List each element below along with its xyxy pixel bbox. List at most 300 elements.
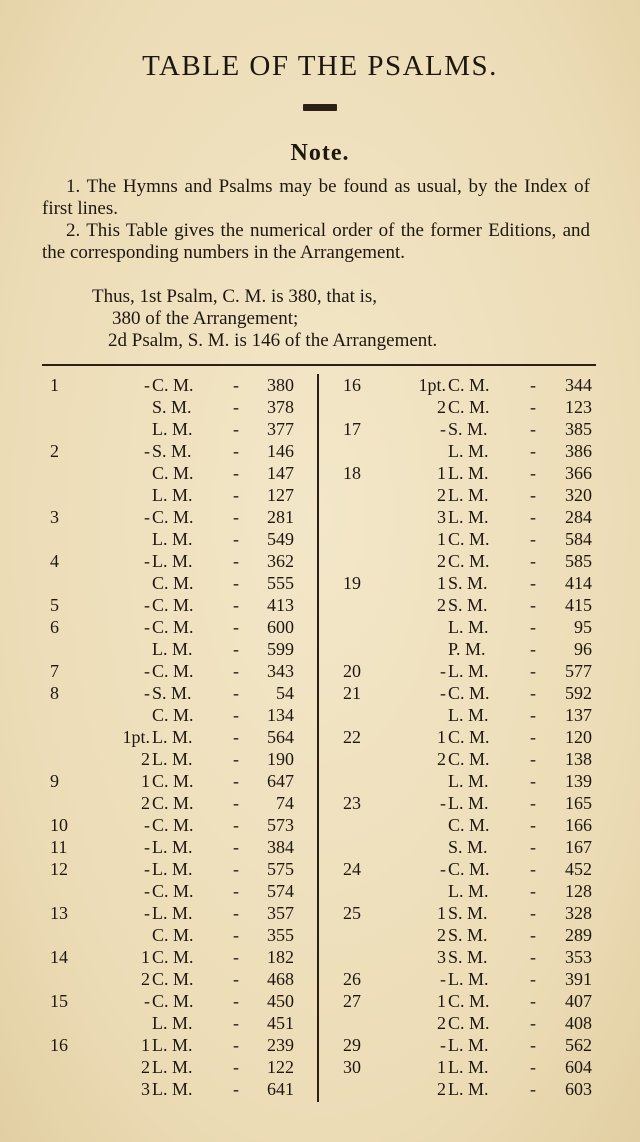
left-metre: C. M. [152,991,194,1011]
left-dash: - [233,947,239,967]
table-row [0,902,640,924]
left-metre: C. M. [152,881,194,901]
left-arrangement-number: 573 [267,815,294,835]
right-arrangement-number: 320 [565,485,592,505]
right-part: 1 [437,573,446,593]
left-metre: L. M. [152,551,193,571]
left-part: 2 [141,969,150,989]
table-row [0,704,640,726]
left-metre: C. M. [152,507,194,527]
table-row [0,374,640,396]
ornament-rule [303,104,337,111]
left-dash: - [233,925,239,945]
table-row [0,528,640,550]
left-arrangement-number: 74 [276,793,294,813]
left-dash: - [233,727,239,747]
right-arrangement-number: 344 [565,375,592,395]
left-arrangement-number: 134 [267,705,294,725]
left-dash: - [233,749,239,769]
left-metre: C. M. [152,463,194,483]
right-dash: - [530,1035,536,1055]
right-part: 1 [437,903,446,923]
left-psalm-number: 9 [50,771,59,791]
left-part: - [144,441,150,461]
right-metre: S. M. [448,947,488,967]
table-row [0,770,640,792]
right-metre: C. M. [448,991,490,1011]
left-metre: C. M. [152,661,194,681]
left-metre: C. M. [152,771,194,791]
left-dash: - [233,771,239,791]
left-metre: L. M. [152,1079,193,1099]
table-top-rule [42,364,596,366]
table-row [0,814,640,836]
left-metre: L. M. [152,1057,193,1077]
right-dash: - [530,1013,536,1033]
right-metre: L. M. [448,485,489,505]
right-psalm-number: 30 [343,1057,361,1077]
right-metre: C. M. [448,551,490,571]
right-part: 2 [437,551,446,571]
left-arrangement-number: 147 [267,463,294,483]
right-arrangement-number: 353 [565,947,592,967]
example-line-3: 2d Psalm, S. M. is 146 of the Arrangement. [108,330,438,351]
right-part: - [440,683,446,703]
left-part: 2 [141,793,150,813]
table-row [0,836,640,858]
table-row [0,484,640,506]
left-part: 1 [141,947,150,967]
left-metre: L. M. [152,1013,193,1033]
left-arrangement-number: 182 [267,947,294,967]
left-psalm-number: 15 [50,991,68,1011]
left-part: 1pt. [122,727,150,747]
right-dash: - [530,507,536,527]
left-part: 2 [141,1057,150,1077]
left-metre: L. M. [152,749,193,769]
left-arrangement-number: 599 [267,639,294,659]
right-metre: L. M. [448,661,489,681]
example-line-2: 380 of the Arrangement; [112,308,299,329]
table-row [0,726,640,748]
left-part: - [144,837,150,857]
right-arrangement-number: 166 [565,815,592,835]
right-psalm-number: 29 [343,1035,361,1055]
right-metre: L. M. [448,705,489,725]
left-metre: S. M. [152,441,192,461]
left-dash: - [233,1057,239,1077]
right-part: 3 [437,947,446,967]
right-dash: - [530,551,536,571]
right-dash: - [530,859,536,879]
table-row [0,858,640,880]
right-part: 2 [437,397,446,417]
table-row [0,418,640,440]
note-paragraph-2-number: 2. [66,220,81,241]
left-metre: C. M. [152,705,194,725]
left-arrangement-number: 355 [267,925,294,945]
left-psalm-number: 1 [50,375,59,395]
table-row [0,748,640,770]
right-arrangement-number: 366 [565,463,592,483]
right-metre: S. M. [448,903,488,923]
right-part: - [440,419,446,439]
table-row [0,968,640,990]
right-part: 2 [437,485,446,505]
right-dash: - [530,749,536,769]
right-arrangement-number: 137 [565,705,592,725]
right-dash: - [530,771,536,791]
right-psalm-number: 27 [343,991,361,1011]
left-dash: - [233,529,239,549]
right-psalm-number: 17 [343,419,361,439]
right-dash: - [530,991,536,1011]
right-metre: L. M. [448,617,489,637]
right-arrangement-number: 289 [565,925,592,945]
right-part: 2 [437,1079,446,1099]
left-dash: - [233,793,239,813]
right-dash: - [530,815,536,835]
left-psalm-number: 4 [50,551,59,571]
right-part: 2 [437,595,446,615]
left-arrangement-number: 190 [267,749,294,769]
table-row [0,792,640,814]
right-metre: L. M. [448,1057,489,1077]
left-dash: - [233,705,239,725]
right-arrangement-number: 452 [565,859,592,879]
left-arrangement-number: 127 [267,485,294,505]
table-row [0,880,640,902]
left-dash: - [233,815,239,835]
right-dash: - [530,419,536,439]
left-arrangement-number: 239 [267,1035,294,1055]
left-psalm-number: 6 [50,617,59,637]
left-metre: C. M. [152,969,194,989]
note-paragraph-2 [42,220,590,264]
right-psalm-number: 22 [343,727,361,747]
left-dash: - [233,375,239,395]
left-metre: L. M. [152,727,193,747]
left-dash: - [233,881,239,901]
left-part: 1 [141,1035,150,1055]
left-part: 2 [141,749,150,769]
left-metre: C. M. [152,925,194,945]
left-metre: C. M. [152,793,194,813]
left-dash: - [233,903,239,923]
right-arrangement-number: 407 [565,991,592,1011]
right-metre: S. M. [448,595,488,615]
left-part: - [144,991,150,1011]
right-dash: - [530,639,536,659]
left-metre: L. M. [152,639,193,659]
right-part: 2 [437,925,446,945]
right-dash: - [530,595,536,615]
left-metre: C. M. [152,573,194,593]
right-psalm-number: 19 [343,573,361,593]
left-dash: - [233,551,239,571]
right-part: - [440,1035,446,1055]
left-dash: - [233,507,239,527]
right-dash: - [530,375,536,395]
left-part: - [144,661,150,681]
right-dash: - [530,947,536,967]
left-psalm-number: 16 [50,1035,68,1055]
table-row [0,1078,640,1100]
left-dash: - [233,1079,239,1099]
right-arrangement-number: 414 [565,573,592,593]
left-metre: C. M. [152,617,194,637]
right-metre: S. M. [448,573,488,593]
right-part: 3 [437,507,446,527]
left-arrangement-number: 549 [267,529,294,549]
table-row [0,924,640,946]
left-arrangement-number: 574 [267,881,294,901]
left-metre: C. M. [152,947,194,967]
left-arrangement-number: 378 [267,397,294,417]
right-metre: L. M. [448,441,489,461]
left-dash: - [233,573,239,593]
right-dash: - [530,705,536,725]
right-arrangement-number: 128 [565,881,592,901]
page-title: TABLE OF THE PSALMS. [142,50,498,82]
right-metre: L. M. [448,1035,489,1055]
left-arrangement-number: 451 [267,1013,294,1033]
left-metre: L. M. [152,529,193,549]
right-psalm-number: 20 [343,661,361,681]
table-row [0,572,640,594]
note-paragraph-2-text: This Table gives the numerical order of the former Editions, and the corresponding numbers in the Arrangement. [42,220,590,263]
table-row [0,1012,640,1034]
right-psalm-number: 23 [343,793,361,813]
left-part: - [144,903,150,923]
right-dash: - [530,441,536,461]
right-psalm-number: 16 [343,375,361,395]
right-psalm-number: 24 [343,859,361,879]
left-arrangement-number: 122 [267,1057,294,1077]
table-row [0,660,640,682]
right-dash: - [530,1057,536,1077]
left-dash: - [233,485,239,505]
left-dash: - [233,419,239,439]
left-psalm-number: 10 [50,815,68,835]
right-psalm-number: 26 [343,969,361,989]
right-psalm-number: 18 [343,463,361,483]
left-part: 3 [141,1079,150,1099]
right-dash: - [530,793,536,813]
left-dash: - [233,969,239,989]
table-row [0,462,640,484]
right-arrangement-number: 562 [565,1035,592,1055]
left-arrangement-number: 384 [267,837,294,857]
right-dash: - [530,463,536,483]
left-arrangement-number: 343 [267,661,294,681]
right-part: 1 [437,1057,446,1077]
left-metre: C. M. [152,815,194,835]
right-arrangement-number: 123 [565,397,592,417]
right-metre: C. M. [448,397,490,417]
example-line-1: Thus, 1st Psalm, C. M. is 380, that is, [92,286,378,307]
right-dash: - [530,969,536,989]
right-metre: S. M. [448,925,488,945]
right-metre: L. M. [448,793,489,813]
right-part: 1 [437,463,446,483]
right-arrangement-number: 328 [565,903,592,923]
left-part: 1 [141,771,150,791]
note-paragraph-1-text: The Hymns and Psalms may be found as usual, by the Index of first lines. [42,176,590,219]
left-part: - [144,375,150,395]
left-psalm-number: 8 [50,683,59,703]
left-metre: S. M. [152,397,192,417]
right-arrangement-number: 603 [565,1079,592,1099]
left-metre: L. M. [152,903,193,923]
right-dash: - [530,837,536,857]
right-metre: C. M. [448,727,490,747]
left-arrangement-number: 555 [267,573,294,593]
right-arrangement-number: 408 [565,1013,592,1033]
right-part: 2 [437,749,446,769]
table-row [0,682,640,704]
left-arrangement-number: 413 [267,595,294,615]
right-arrangement-number: 415 [565,595,592,615]
left-arrangement-number: 377 [267,419,294,439]
left-dash: - [233,397,239,417]
table-row [0,440,640,462]
right-arrangement-number: 139 [565,771,592,791]
left-dash: - [233,859,239,879]
left-dash: - [233,463,239,483]
right-metre: L. M. [448,463,489,483]
left-part: - [144,859,150,879]
left-arrangement-number: 54 [276,683,294,703]
left-dash: - [233,1035,239,1055]
left-arrangement-number: 641 [267,1079,294,1099]
right-arrangement-number: 585 [565,551,592,571]
left-metre: L. M. [152,419,193,439]
left-dash: - [233,595,239,615]
table-row [0,550,640,572]
right-arrangement-number: 391 [565,969,592,989]
right-arrangement-number: 592 [565,683,592,703]
right-metre: P. M. [448,639,486,659]
left-dash: - [233,639,239,659]
table-row [0,946,640,968]
right-metre: C. M. [448,1013,490,1033]
left-psalm-number: 5 [50,595,59,615]
right-arrangement-number: 385 [565,419,592,439]
right-metre: C. M. [448,529,490,549]
right-metre: L. M. [448,1079,489,1099]
left-dash: - [233,1013,239,1033]
table-row [0,990,640,1012]
right-metre: C. M. [448,815,490,835]
left-arrangement-number: 600 [267,617,294,637]
table-row [0,594,640,616]
left-part: - [144,683,150,703]
right-dash: - [530,925,536,945]
right-dash: - [530,727,536,747]
right-metre: L. M. [448,771,489,791]
right-arrangement-number: 577 [565,661,592,681]
note-heading: Note. [290,140,350,166]
right-arrangement-number: 138 [565,749,592,769]
left-arrangement-number: 647 [267,771,294,791]
table-row [0,1034,640,1056]
left-arrangement-number: 362 [267,551,294,571]
left-metre: S. M. [152,683,192,703]
right-part: 1pt. [418,375,446,395]
right-arrangement-number: 584 [565,529,592,549]
right-dash: - [530,485,536,505]
right-dash: - [530,617,536,637]
left-dash: - [233,441,239,461]
table-row [0,1056,640,1078]
left-arrangement-number: 450 [267,991,294,1011]
right-psalm-number: 25 [343,903,361,923]
right-arrangement-number: 96 [574,639,592,659]
left-metre: C. M. [152,375,194,395]
table-row [0,506,640,528]
left-metre: L. M. [152,837,193,857]
right-dash: - [530,397,536,417]
right-part: 1 [437,991,446,1011]
left-arrangement-number: 468 [267,969,294,989]
left-part: - [144,595,150,615]
left-dash: - [233,991,239,1011]
right-part: 1 [437,727,446,747]
left-dash: - [233,683,239,703]
left-metre: L. M. [152,1035,193,1055]
right-part: - [440,859,446,879]
right-metre: S. M. [448,837,488,857]
right-part: - [440,661,446,681]
right-metre: C. M. [448,859,490,879]
left-dash: - [233,661,239,681]
right-arrangement-number: 604 [565,1057,592,1077]
right-dash: - [530,573,536,593]
left-metre: C. M. [152,595,194,615]
left-part: - [144,815,150,835]
left-psalm-number: 7 [50,661,59,681]
left-psalm-number: 13 [50,903,68,923]
right-part: - [440,793,446,813]
right-dash: - [530,529,536,549]
left-arrangement-number: 357 [267,903,294,923]
left-psalm-number: 2 [50,441,59,461]
table-row [0,396,640,418]
right-dash: - [530,683,536,703]
right-dash: - [530,903,536,923]
right-metre: C. M. [448,683,490,703]
right-part: - [440,969,446,989]
left-psalm-number: 12 [50,859,68,879]
left-metre: L. M. [152,485,193,505]
left-psalm-number: 14 [50,947,68,967]
right-metre: C. M. [448,375,490,395]
right-arrangement-number: 95 [574,617,592,637]
table-row [0,638,640,660]
note-paragraph-1-number: 1. [66,176,81,197]
right-arrangement-number: 120 [565,727,592,747]
left-psalm-number: 3 [50,507,59,527]
right-arrangement-number: 386 [565,441,592,461]
right-metre: L. M. [448,969,489,989]
table-row [0,616,640,638]
left-arrangement-number: 380 [267,375,294,395]
right-metre: L. M. [448,507,489,527]
left-metre: L. M. [152,859,193,879]
left-dash: - [233,617,239,637]
right-part: 1 [437,529,446,549]
